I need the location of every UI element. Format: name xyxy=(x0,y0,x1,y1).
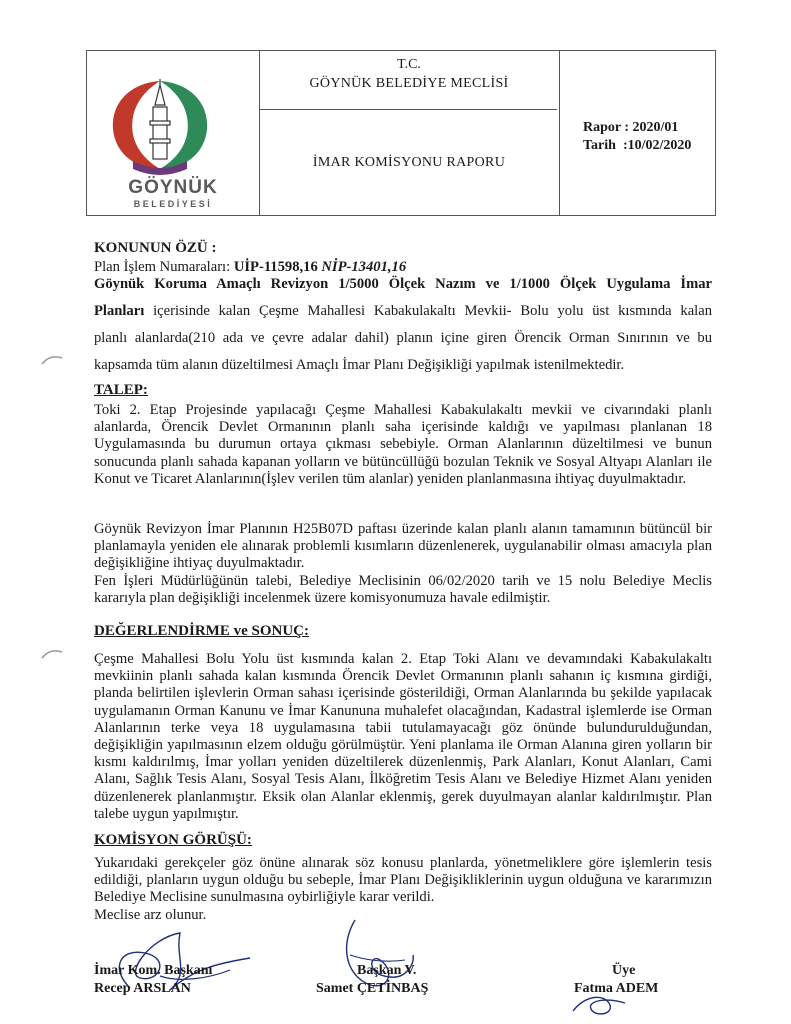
konu-line-3-bold: Planları xyxy=(94,303,145,319)
minaret-logo-icon xyxy=(105,77,215,177)
talep-paragraph-1: Toki 2. Etap Projesinde yapılacağı Çeşme Mahallesi Kabakulakaltı mevkii ve civarındaki planlı alanlarda, Örencik Devlet Ormanının planlı saha içerisinde kaldığı ve yapılması planlanan 18 Uygulamasında bu durumun ortaya çıkması sebebiyle. Orman Alanlarının düzeltilmesi ve bunun sonucunda planlı sahada kapanan yolların ve bütüncüllüğü bozulan Teknik ve Sosyal Altyapı Alanları ile Konut ve Ticaret Alanlarının(İşlev verilen tüm alanlar) yeniden planlanmasına ihtiyaç duyulmaktadır. xyxy=(94,402,712,487)
org-line-tc: T.C. xyxy=(397,57,421,72)
logo-name: GÖYNÜK xyxy=(128,177,218,198)
konu-line-3-rest: içerisinde kalan Çeşme Mahallesi Kabakulakaltı Mevkii- Bolu yolu üst kısmında kalan xyxy=(144,303,712,319)
section-title-konu: KONUNUN ÖZÜ : xyxy=(94,240,217,256)
signature-role-3: Üye xyxy=(612,963,636,978)
signature-role-1: İmar Kom. Başkanı xyxy=(94,963,213,978)
signature-name-1: Recep ARSLAN xyxy=(94,981,191,996)
talep-paragraph-3: Fen İşleri Müdürlüğünün talebi, Belediye Meclisinin 06/02/2020 tarih ve 15 nolu Belediye Meclis kararıyla plan değişikliği incelenmek üzere komisyonumuza havale edilmiştir. xyxy=(94,573,712,607)
talep-paragraph-2: Göynük Revizyon İmar Planının H25B07D paftası üzerinde kalan planlı alanın tamamının bütüncül bir planlamayla yeniden ele alınarak problemli kısımların düzenlenerek, uygulanabilir olması amacıyla plan değişikliğine ihtiyaç duyulmaktadır. xyxy=(94,521,712,572)
konu-line-2: Göynük Koruma Amaçlı Revizyon 1/5000 Ölçek Nazım ve 1/1000 Ölçek Uygulama İmar xyxy=(94,276,712,292)
margin-mark-top xyxy=(40,352,64,366)
gorus-closing: Meclise arz olunur. xyxy=(94,907,207,923)
konu-line-4: planlı alanlarda(210 ada ve çevre adalar dahil) planın içine giren Örencik Orman Sınırının ve bu xyxy=(94,330,712,346)
konu-line-3 xyxy=(94,303,712,320)
report-meta xyxy=(583,119,691,155)
signature-name-2: Samet ÇETİNBAŞ xyxy=(316,981,429,996)
report-date: Tarih :10/02/2020 xyxy=(583,138,692,153)
section-title-gorus: KOMİSYON GÖRÜŞÜ: xyxy=(94,832,252,848)
report-title: İMAR KOMİSYONU RAPORU xyxy=(312,155,506,170)
section-title-talep: TALEP: xyxy=(94,382,148,398)
plan-number-uip: UİP-11598,16 xyxy=(233,259,322,275)
report-number: Rapor : 2020/01 xyxy=(583,120,679,135)
header-table xyxy=(86,50,716,216)
plan-number-nip: NİP-13401,16 xyxy=(321,259,407,275)
section-title-degerlendirme: DEĞERLENDİRME ve SONUÇ: xyxy=(94,623,310,639)
logo-subtitle: BELEDİYESİ xyxy=(133,199,213,209)
konu-line-5: kapsamda tüm alanın düzeltilmesi Amaçlı İmar Planı Değişikliği yapılmak istenilmektedir. xyxy=(94,357,625,373)
gorus-paragraph: Yukarıdaki gerekçeler göz önüne alınarak söz konusu planlarda, yönetmeliklere göre işlemlerin tesis edildiği, planların uygun olduğu bu sebeple, İmar Planı Değişikliklerinin uygun olduğuna ve kararımızın Belediye Meclisine sunulmasına oybirliğiyle karar verildi. xyxy=(94,855,712,906)
signature-name-3: Fatma ADEM xyxy=(574,981,659,996)
degerlendirme-paragraph: Çeşme Mahallesi Bolu Yolu üst kısmında kalan 2. Etap Toki Alanı ve devamındaki Kabakulakaltı mevkiinin planlı sahada kalan kısmında Örencik Devlet Ormanının planlı sahanın iç kısmına girdiği, planda belirtilen işlevlerin Orman sahası içerisinde gösterildiği, Orman Alanlarında bu şekilde yapılacak uygulamanın Orman Kanunu ve İmar Kanununa muhalefet olacağından, Kadastral işlemlerde ise Orman Alanlarının terke veya 18 uygulamasına tabii tutulamayacağı göz önünde bulundurulduğundan, değişikliğin yapılmasının elzem olduğu görülmüştür. Yeni planlama ile Orman Alanına giren yolların bir kısmı kaldırılmış, İmar yolları yeniden düzeltilerek düzenlenmiş, Park Alanları, Konut Alanları, Cami Alanı, Sağlık Tesis Alanı, Sosyal Tesis Alanı, İlköğretim Tesis Alanı ve Belediye Hizmet Alanı yeniden düzenlenerek planlanmıştır. Eksik olan Alanlar eklenmiş, gerek duyulmayan alanlar kaldırılmıştır. Plan talebe uygun yapılmıştır. xyxy=(94,651,712,822)
org-name: GÖYNÜK BELEDİYE MECLİSİ xyxy=(309,76,509,91)
signature-role-2: Başkan V. xyxy=(357,963,417,978)
municipality-logo xyxy=(87,51,259,217)
margin-mark-bottom xyxy=(40,646,64,660)
plan-numbers-line xyxy=(94,259,712,276)
plan-numbers-label: Plan İşlem Numaraları: xyxy=(94,259,234,275)
